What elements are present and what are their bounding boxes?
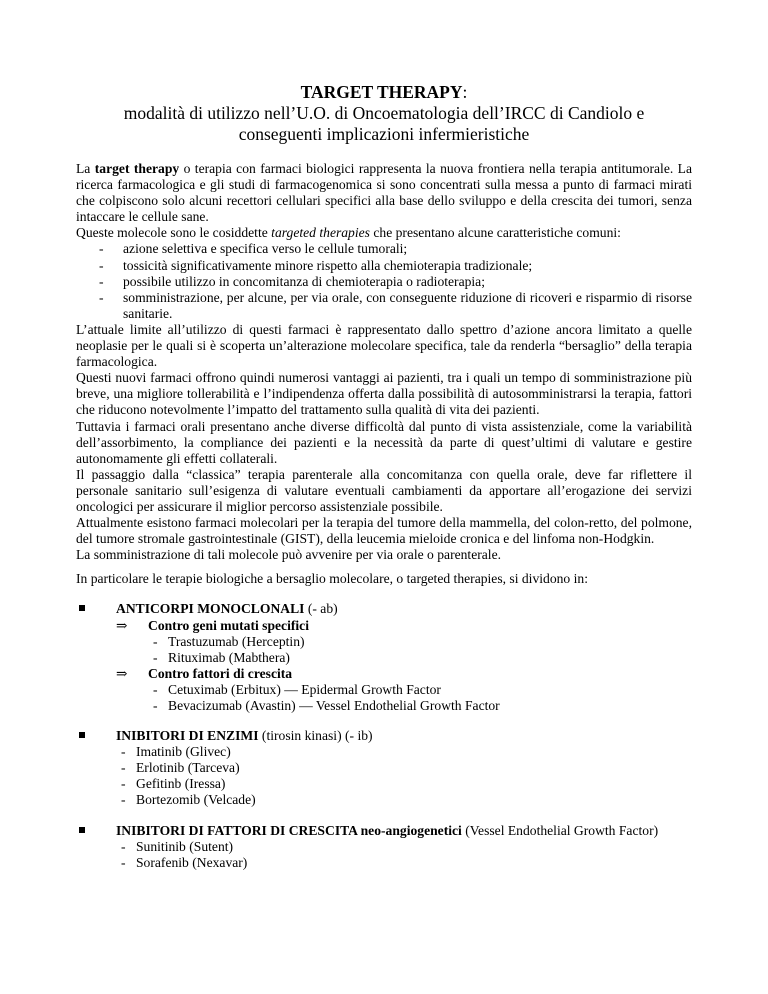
text-run: o terapia con farmaci biologici rappresenta la nuova frontiera nella terapia antitumorale. La ricerca farmacologica e gli studi di farmacogenomica si sono concentrati sulla messa a punto di farmaci mirati che colpiscono solo alcuni recettori cellulari specifici alla base dello sviluppo e della crescita dei tumori, senza intaccare le cellule sane. xyxy=(76,161,692,225)
list-item: - azione selettiva e specifica verso le cellule tumorali; xyxy=(99,241,408,257)
drug-item: - Bortezomib (Velcade) xyxy=(121,792,256,808)
section-heading xyxy=(116,823,692,839)
section-monoclonal-antibodies xyxy=(76,601,692,714)
heading-rest: (- ab) xyxy=(304,601,338,617)
paragraph-limits: L’attuale limite all’utilizzo di questi farmaci è rappresentato dallo spettro d’azione ancora limitato a quelle neoplasie per le quali si è scoperta un’alterazione molecolare specifica, tale da renderla “bersaglio” della terapia farmacologica. xyxy=(76,321,692,370)
title-colon: : xyxy=(462,82,468,102)
paragraph-current-drugs: Attualmente esistono farmaci molecolari per la terapia del tumore della mammella, del colon-retto, del polmone, del tumore stromale gastrointestinale (GIST), della leucemia mieloide cronica e del linfoma non-Hodgkin. xyxy=(76,515,692,547)
heading-rest: (tirosin kinasi) (- ib) xyxy=(258,728,373,744)
paragraph-intro xyxy=(76,161,692,225)
drug-name: Erlotinib (Tarceva) xyxy=(136,760,240,776)
text-run: La xyxy=(76,161,95,176)
drug-name: Imatinib (Glivec) xyxy=(136,744,231,760)
list-item-text: somministrazione, per alcune, per via orale, con conseguente riduzione di ricoveri e risparmio di risorse sanitarie. xyxy=(123,289,692,321)
list-item-text: azione selettiva e specifica verso le cellule tumorali; xyxy=(123,241,408,257)
square-bullet-icon xyxy=(79,605,85,611)
drug-item: - Sorafenib (Nexavar) xyxy=(121,854,248,870)
drug-name: Trastuzumab (Herceptin) xyxy=(168,633,305,649)
subsection-growth-factors xyxy=(116,666,692,682)
list-item: - possibile utilizzo in concomitanza di chemioterapia o radioterapia; xyxy=(99,273,485,289)
document-title xyxy=(76,82,692,145)
section-growth-factor-inhibitors xyxy=(76,823,692,871)
section-heading xyxy=(116,601,692,617)
drug-item: - Gefitinb (Iressa) xyxy=(121,776,226,792)
drug-name: Bevacizumab (Avastin) — Vessel Endothelial Growth Factor xyxy=(168,698,500,713)
heading-bold: ANTICORPI MONOCLONALI xyxy=(116,601,305,617)
drug-item: - Cetuximab (Erbitux) — Epidermal Growth Factor xyxy=(153,681,441,697)
paragraph-advantages: Questi nuovi farmaci offrono quindi numerosi vantaggi ai pazienti, tra i quali un tempo di somministrazione più breve, una migliore tollerabilità e l’indipendenza offerta dalla possibilità di autosomministrarsi la terapia, fattori che riducono notevolmente l’impatto del trattamento sulla qualità di vita dei pazienti. xyxy=(76,370,692,418)
text-run: che presentano alcune caratteristiche comuni: xyxy=(369,225,621,241)
list-item-text: possibile utilizzo in concomitanza di chemioterapia o radioterapia; xyxy=(123,273,485,289)
bold-term: target therapy xyxy=(94,161,180,176)
drug-item: - Trastuzumab (Herceptin) xyxy=(153,633,305,649)
subsection-title: Contro fattori di crescita xyxy=(148,665,293,681)
drug-name: Cetuximab (Erbitux) — Epidermal Growth Factor xyxy=(168,681,441,697)
title-bold: TARGET THERAPY xyxy=(300,82,463,102)
list-item: - somministrazione, per alcune, per via orale, con conseguente riduzione di ricoveri e risparmio di risorse sanitarie. xyxy=(99,289,692,321)
italic-term: targeted therapies xyxy=(271,225,370,241)
section-heading xyxy=(116,728,692,744)
section-enzyme-inhibitors xyxy=(76,728,692,808)
paragraph-administration: La somministrazione di tali molecole può avvenire per via orale o parenterale. xyxy=(76,547,502,563)
paragraph-molecules xyxy=(76,225,692,241)
heading-bold: INIBITORI DI FATTORI DI CRESCITA neo-angiogenetici xyxy=(116,822,462,838)
heading-bold: INIBITORI DI ENZIMI xyxy=(116,728,259,744)
drug-name: Sunitinib (Sutent) xyxy=(136,838,234,854)
drug-name: Sorafenib (Nexavar) xyxy=(136,854,248,870)
characteristics-list xyxy=(76,241,692,321)
title-line-1 xyxy=(76,82,692,103)
square-bullet-icon xyxy=(79,732,85,738)
drug-name: Rituximab (Mabthera) xyxy=(168,649,290,665)
list-item: - tossicità significativamente minore rispetto alla chemioterapia tradizionale; xyxy=(99,257,533,273)
subsection-mutated-genes xyxy=(116,618,692,634)
title-line-3: conseguenti implicazioni infermieristiche xyxy=(238,124,530,144)
subsection-title: Contro geni mutati specifici xyxy=(148,617,309,633)
drug-item: - Bevacizumab (Avastin) — Vessel Endothelial Growth Factor xyxy=(153,698,500,713)
drug-item: - Imatinib (Glivec) xyxy=(121,744,231,760)
text-run: Queste molecole sono le cosiddette xyxy=(76,225,272,241)
drug-name: Gefitinb (Iressa) xyxy=(136,776,226,792)
arrow-icon: ⇒ xyxy=(116,617,128,633)
paragraph-transition: Il passaggio dalla “classica” terapia parenterale alla concomitanza con quella orale, deve far riflettere il personale sanitario sull’esigenza di valutare eventuali cambiamenti da apportare all’erogazione dei servizi oncologici per assicurare il miglior percorso assistenziale possibile. xyxy=(76,466,692,514)
heading-rest: (Vessel Endothelial Growth Factor) xyxy=(461,822,659,838)
drug-name: Bortezomib (Velcade) xyxy=(136,792,256,808)
drug-item: - Erlotinib (Tarceva) xyxy=(121,760,240,776)
square-bullet-icon xyxy=(79,827,85,833)
list-item-text: tossicità significativamente minore rispetto alla chemioterapia tradizionale; xyxy=(123,257,533,273)
paragraph-classification: In particolare le terapie biologiche a bersaglio molecolare, o targeted therapies, si dividono in: xyxy=(76,571,588,587)
arrow-icon: ⇒ xyxy=(116,665,128,681)
paragraph-difficulties: Tuttavia i farmaci orali presentano anche diverse difficoltà dal punto di vista assistenziale, come la variabilità dell’assorbimento, la compliance dei pazienti e la necessità da parte di quest’ultimi di valutare e gestire autonomamente gli effetti collaterali. xyxy=(76,418,692,466)
drug-item: - Rituximab (Mabthera) xyxy=(153,649,290,665)
drug-item: - Sunitinib (Sutent) xyxy=(121,838,234,854)
title-line-2: modalità di utilizzo nell’U.O. di Oncoematologia dell’IRCC di Candiolo e xyxy=(123,103,645,123)
